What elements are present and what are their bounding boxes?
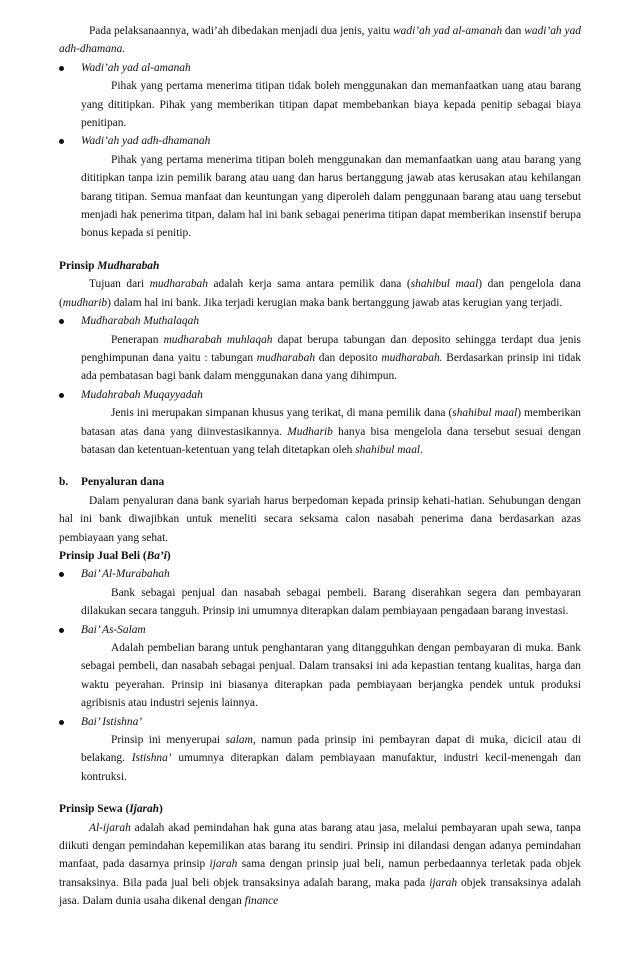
term: Istishna’ bbox=[131, 752, 172, 765]
penyaluran-paragraph: Dalam penyaluran dana bank syariah harus berpedoman kepada prinsip kehati-hatian. Sehubungan dengan hal ini bank diwajibkan untuk meneliti secara seksama calon nasabah penerima dana berdasarkan azas pembiayaan yang sehat. bbox=[59, 494, 581, 544]
term: salam bbox=[225, 734, 253, 747]
bullet-icon bbox=[59, 720, 64, 725]
heading-text: Prinsip Jual Beli ( bbox=[59, 549, 147, 562]
bullet-title: Wadi’ah yad adh-dhamanah bbox=[81, 135, 211, 148]
text: Berdasarkan prinsip ini tidak ada pembatasan bagi bank dalam menggunakan dana yang dihimpun. bbox=[81, 351, 581, 383]
bullet-title: Bai’ Istishna’ bbox=[81, 715, 143, 728]
text: ) dalam hal ini bank. Jika terjadi kerugian maka bank bertanggung jawab atas kerugian yang terjadi. bbox=[107, 296, 563, 309]
text: umumnya diterapkan dalam pembiayaan manufaktur, industri kecil-menengah dan kontruksi. bbox=[81, 752, 581, 783]
heading-mudharabah bbox=[59, 257, 581, 275]
bullet-icon bbox=[59, 393, 64, 398]
text: sama dengan prinsip jual beli, namun perbedaannya terletak pada objek transaksinya. Bila pada jual beli objek transaksinya adalah barang, maka pada bbox=[59, 858, 581, 889]
term: finance bbox=[244, 895, 279, 908]
mudharabah-paragraph bbox=[59, 275, 581, 312]
term: shahibul maal bbox=[452, 407, 518, 420]
text: hanya bisa mengelola dana tersebut sesuai dengan batasan dan ketentuan-ketentuan yang telah ditetapkan oleh bbox=[81, 425, 581, 456]
intro-text-2: dan bbox=[502, 25, 525, 37]
bullet-body: Pihak yang pertama menerima titipan tidak boleh menggunakan dan memanfaatkan uang atau barang yang dititipkan. Pihak yang memberikan titipan dapat membebankan biaya kepada penitip sebagai biaya penitipan. bbox=[81, 80, 581, 130]
term: Mudharib bbox=[287, 425, 333, 438]
bullet-icon bbox=[59, 66, 64, 71]
intro-text-1: Pada pelaksanaannya, wadi’ah dibedakan menjadi dua jenis, yaitu bbox=[89, 25, 394, 37]
text: Jenis ini merupakan simpanan khusus yang terikat, di mana pemilik dana ( bbox=[111, 407, 453, 420]
term: ijarah bbox=[429, 876, 458, 889]
heading-text: Penyaluran dana bbox=[81, 476, 165, 489]
heading-text: ) bbox=[159, 803, 163, 816]
heading-term: Ba’i bbox=[146, 549, 167, 562]
bullet-body bbox=[81, 331, 581, 386]
heading-term: Mudharabah bbox=[97, 259, 160, 272]
text: adalah akad pemindahan hak guna atas barang atau jasa, melalui pembayaran upah sewa, tanpa diikuti dengan pemindahan kepemilikan atas barang itu sendiri. Prinsip ini dilandasi dengan adanya pemindahan manfaat, pada dasarnya prinsip bbox=[59, 821, 581, 871]
term: mudharib bbox=[62, 296, 108, 309]
text: objek transaksinya adalah jasa. Dalam dunia usaha dikenal dengan bbox=[59, 876, 581, 908]
section-label: b. bbox=[59, 476, 69, 489]
intro-term-2: wadi’ah yad adh-dhamana. bbox=[59, 25, 581, 56]
ijarah-paragraph bbox=[59, 819, 581, 911]
term: mudharabah. bbox=[381, 351, 443, 364]
heading-text: Prinsip bbox=[59, 259, 98, 272]
text: Prinsip ini menyerupai bbox=[111, 734, 226, 747]
bullet-icon bbox=[59, 319, 64, 324]
document-page bbox=[59, 22, 581, 911]
text: dapat berupa tabungan dan deposito sehingga terdapt dua jenis penghimpunan dana yaitu : tabungan bbox=[81, 333, 581, 364]
intro-term-1: wadi’ah yad al-amanah bbox=[393, 25, 503, 37]
text: ) memberikan batasan atas dana yang diinvestasikannya. bbox=[81, 407, 581, 438]
bullet-title: Mudahrabah Muqayyadah bbox=[81, 388, 203, 401]
term: Al-ijarah bbox=[89, 821, 131, 834]
bullet-title: Bai’ As-Salam bbox=[81, 623, 146, 636]
heading-term: Ijarah bbox=[129, 803, 160, 816]
bullet-title: Bai’ Al-Murabahah bbox=[81, 568, 170, 581]
text: Penerapan bbox=[111, 333, 164, 346]
heading-text: Prinsip Sewa ( bbox=[59, 803, 130, 816]
text: . bbox=[420, 443, 423, 456]
heading-jual-beli bbox=[59, 547, 581, 565]
term: mudharabah bbox=[256, 351, 316, 364]
bullet-body: Pihak yang pertama menerima titipan boleh menggunakan dan memanfaatkan uang atau barang yang dititipkan tanpa izin pemilik barang atau uang dan harus bertanggung jawab atas kerusakan atau kehilangan barang titipan. Semua manfaat dan keuntungan yang diperoleh dalam penggunaan barang atau uang tersebut menjadi hak penerima titpan, dalam hal ini bank sebagai penerima titipan dapat memberikan insenstif berupa bonus kepada si penitip. bbox=[81, 153, 581, 240]
bullet-wadiah-amanah bbox=[59, 59, 581, 133]
bullet-body: Adalah pembelian barang untuk penghantaran yang ditangguhkan dengan pembayaran di muka. Bank sebagai pembeli, dan nasabah sebagai penjual. Dalam transaksi ini ada kepastian tentang kualitas, harga dan waktu peyerahan. Prinsip ini biasanya diterapkan pada pembiayaan berjangka pendek untuk produksi agribisnis atau industri sejenis lainnya. bbox=[81, 642, 581, 710]
text: adalah kerja sama antara pemilik dana ( bbox=[207, 278, 411, 291]
bullet-body bbox=[81, 404, 581, 459]
text: ) dan pengelola dana ( bbox=[59, 278, 581, 309]
bullet-wadiah-dhamanah bbox=[59, 132, 581, 242]
term: mudharabah bbox=[149, 278, 208, 291]
term: ijarah bbox=[209, 858, 238, 871]
bullet-mudharabah-muqayyadah bbox=[59, 386, 581, 460]
bullet-title: Mudharabah Muthalaqah bbox=[81, 315, 200, 328]
intro-paragraph bbox=[59, 22, 581, 59]
term: shahibul maal bbox=[410, 278, 479, 291]
bullet-title: Wadi’ah yad al-amanah bbox=[81, 61, 191, 74]
bullet-body: Bank sebagai penjual dan nasabah sebagai pembeli. Barang diserahkan segera dan pembayaran dilakukan secara tangguh. Prinsip ini umumnya diterapkan dalam pembiayaan pengadaan barang investasi. bbox=[81, 586, 581, 618]
bullet-murabahah bbox=[59, 565, 581, 620]
bullet-mudharabah-muthalaqah bbox=[59, 312, 581, 386]
bullet-istishna bbox=[59, 713, 581, 787]
bullet-icon bbox=[59, 139, 64, 144]
heading-text: ) bbox=[166, 549, 171, 562]
heading-penyaluran bbox=[59, 473, 581, 491]
text: dan deposito bbox=[315, 351, 382, 364]
heading-ijarah bbox=[59, 800, 581, 818]
term: mudharabah muhlaqah bbox=[163, 333, 273, 346]
text: Tujuan dari bbox=[89, 278, 150, 291]
bullet-body bbox=[81, 731, 581, 786]
text: , namun pada prinsip ini pembayran dapat di muka, dicicil atau di belakang. bbox=[81, 734, 581, 765]
bullet-icon bbox=[59, 628, 64, 633]
bullet-salam bbox=[59, 621, 581, 713]
term: shahibul maal bbox=[355, 443, 421, 456]
bullet-icon bbox=[59, 572, 64, 577]
